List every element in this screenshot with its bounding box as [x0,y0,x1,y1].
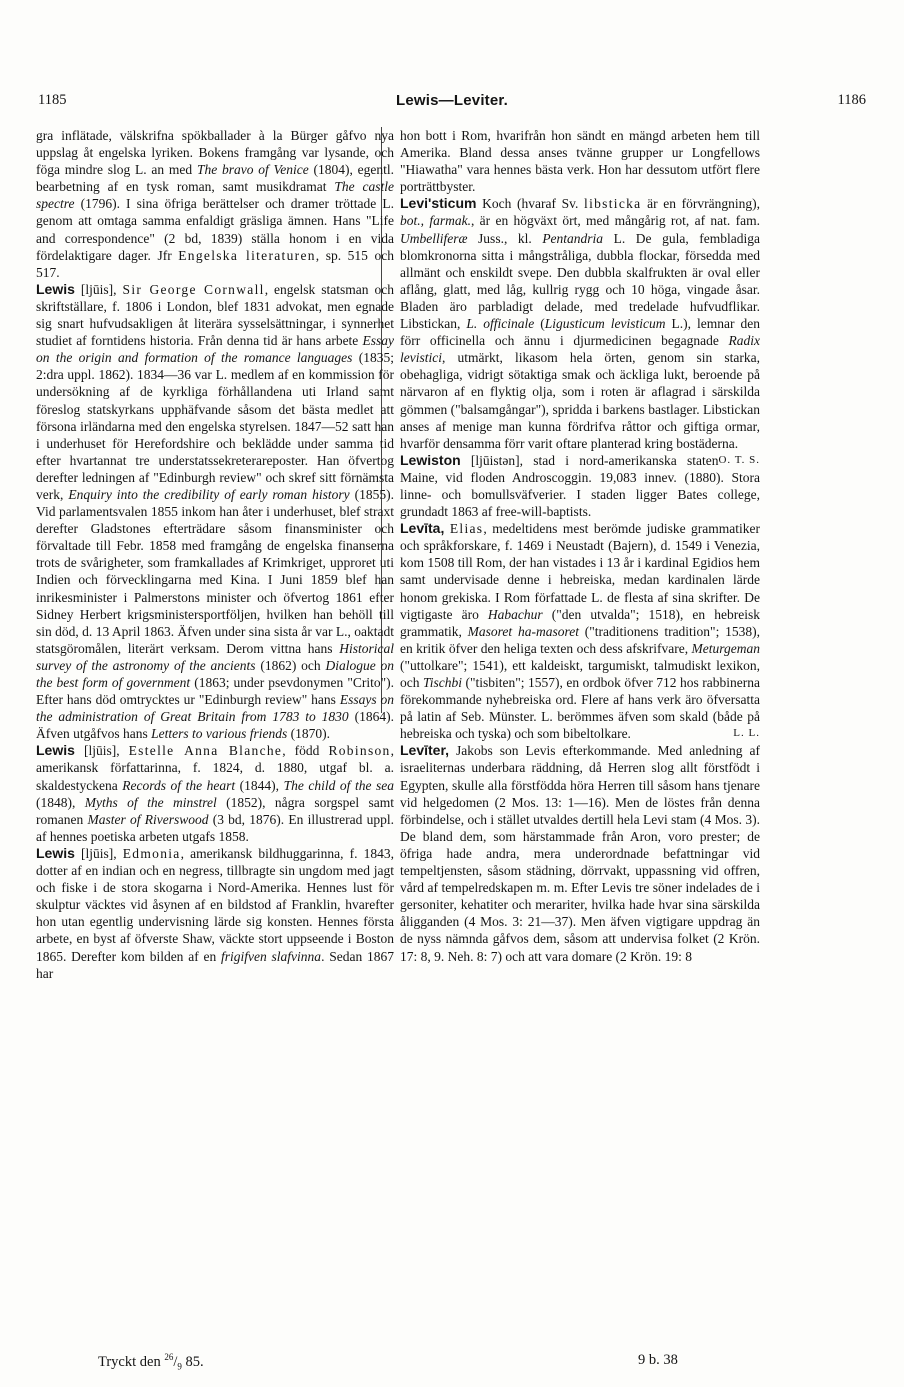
left-column [36,127,394,982]
entry-lewis-estelle: Lewis [ljūis], Estelle Anna Blanche, född Robinson, amerikansk författarinna, f. 1824, d. 1880, utgaf bl. a. skaldestyckena Records of the heart (1844), The child of the sea (1848), Myths of the minstrel (1852), några sorgspel samt romanen Master of Riverswood (3 bd, 1876). En illustrerad uppl. af hennes poetiska arbeten utgafs 1858. [36,742,395,844]
entry-lewiston: Lewiston [ljūistən], stad i nord-amerikanska staten Maine, vid floden Androscoggin. 19,083 innev. (1880). Stora linne- och bomullsväfverier. I staden ligger Bates college, grundadt 1863 af free-will-baptists. [400,451,760,520]
page-number-right: 1186 [837,92,866,108]
right-column [400,127,760,965]
sheet-signature: 9 b. 38 [638,1352,678,1368]
entry-lewis-matthew-continued: gra inflätade, välskrifna spökballader à la Bürger gåfvo nya uppslag åt engelska lyriken. Bokens framgång var lysande, och föga mindre slog L. an med The bravo of Venice (1804), egentl. bearbetning af en tysk roman, samt musikdramat The castle spectre (1796). I sina öfriga berättelser och dramer tröttade L. genom att omtaga samma enfaldigt gräsliga ämnen. Hans "Life and correspondence" (2 bd, 1839) ställa honom i en vida fördelaktigare dager. Jfr Engelska literaturen, sp. 515 och 517. [36,128,394,280]
entry-lewis-edmonia-continued: hon bott i Rom, hvarifrån hon sändt en mängd arbeten hem till Amerika. Bland dessa anses tvänne grupper ur Longfellows "Hiawatha" vara hennes bästa verk. Hon har dessutom utfört flere porträttbyster. [400,128,760,195]
author-signature: L. L. [733,727,760,740]
entry-lewis-edmonia: Lewis [ljūis], Edmonia, amerikansk bildhuggarinna, f. 1843, dotter af en indian och en negress, tillbragte sin ungdom med jagt och fiske i de stora skogarna i Nord-Amerika. Hennes lust för skulptur väcktes vid åsynen af en bildstod af Franklin, hvarefter hon utan egentlig undervisning lärde sig konsten. Hennes första arbete, en byst af öfverste Shaw, väckte stort uppseende i Boston 1865. Derefter kom bilden af en frigifven slafvinna. Sedan 1867 har [36,844,394,981]
page-header [38,92,866,116]
running-title: Lewis—Leviter. [395,92,508,109]
headword: Levīter, [400,742,450,759]
headword: Levīta, [400,520,445,537]
headword: Lewis [36,742,75,759]
entry-levisticum: Levi'sticum Koch (hvaraf Sv. libsticka är en förvrängning), bot., farmak., är en högväxt ört, med mångårig rot, af nat. fam. Umbelliferæ Juss., kl. Pentandria L. De gula, fembladiga blomkronorna sitta i mångstråliga, dubbla flockar, försedda med allmänt och enskildt svepe. Den dubbla skalfrukten är oval eller aflång, glatt, med låg, kullrig rygg och 10 höga, vingade åsar. Bladen äro parbladigt delade, med tredelade hufvudflikar. Libstickan, L. officinale (Ligusticum levisticum L.), lemnar den förr officinella och ännu i djurmedicinen begagnade Radix levistici, utmärkt, likasom hela örten, genom sin starka, obehagliga, vidrigt sötaktiga smak och äckliga lukt, beroende på närvaron af en flyktig olja, som i roten är aflagrad i särskilda gömmen ("balsamgångar"), spridda i barkens bastlager. Libstickan anses af menige man kunna fördrifva råttor och giftiga ormar, hvarför densamma förr varit oftare planterad kring bostäderna. O. T. S. [400,195,760,451]
entry-lewis-george-cornwall: Lewis [ljūis], Sir George Cornwall, engelsk statsman och skriftställare, f. 1806 i London, blef 1831 advokat, men egnade sig snart hufvudsakligen åt literära sysselsättningar, i synnerhet studiet af forntidens historia. Från denna tid är hans arbete Essay on the origin and formation of the romance languages (1835; 2:dra uppl. 1862). 1834—36 var L. medlem af en kommission för undersökning af de kyrkliga förhållandena uti Irland samt föreslog statskyrkans upphäfvande såsom det bästa medlet att försona irländarna med den engelska styrelsen. 1847—52 satt han i underhuset för Herefordshire och beklädde under samma tid efter hvartannat tre understatssekreterareposter. Han öfvertog derefter ledningen af "Edinburgh review" och skref sitt förnämsta verk, Enquiry into the credibility of early roman history (1855). Vid parlamentsvalen 1855 inkom han åter i underhuset, blef straxt derefter Gladstones efterträdare såsom finansminister och förvaltade till Febr. 1858 med framgång de engelska finanserna trots de svårigheter, som framkallades af Krimkriget, upproret uti Indien och förvecklingarna med Kina. I Juni 1859 blef han inrikesminister i Palmerstons minister och öfvertog 1861 efter Sidney Herbert krigsministersportföljen, hvilken han behöll till sin död, d. 13 April 1863. Äfven under sina sista år var L., oaktadt statsgöromålen, literärt verksam. Derom vittna hans Historical survey of the astronomy of the ancients (1862) och Dialogue on the best form of government (1863; under psevdonymen "Crito"). Efter hans död omtrycktes ur "Edinburgh review" hans Essays on the administration of Great Britain from 1783 to 1830 (1864). Äfven utgåfvos hans Letters to various friends (1870). [36,280,395,742]
page-number-left: 1185 [38,92,67,108]
author-signature: O. T. S. [718,453,760,466]
headword: Lewis [36,280,75,297]
entry-levita-elias: Levīta, Elias, medeltidens mest berömde judiske grammatiker och språkforskare, f. 1469 i Neustadt (Bajern), d. 1549 i Venezia, kom 1508 till Rom, der han vistades i 13 år i kardinal Egidios hem samt undervisade denne i hebreiska, medan kardinalen lärde honom grekiska. I Rom författade L. de flesta af sina skrifter. De vigtigaste äro Habachur ("den utvalda"; 1518), en hebreisk grammatik, Masoret ha-masoret ("traditionens tradition"; 1538), en kritik öfver den heliga texten och dess afskrifvare, Meturgeman ("uttolkare"; 1541), ett kaldeiskt, targumiskt, talmudiskt lexikon, och Tischbi ("tisbiten"; 1557), en ordbok öfver 712 hos rabbinerna förekommande nyhebreiska ord. Flere af hans verk äro öfversatta på latin af Seb. Münster. L. berömmes äfven som skald (både på hebreiska och tyska) och som bibeltolkare. L. L. [400,520,761,742]
entry-leviter: Levīter, Jakobs son Levis efterkommande. Med anledning af israeliternas underbara räddning, då Herren slog allt förstfödt i Egypten, skulle alla förstfödda höra Herren till såsom hans tjenare vid helgedomen (2 Mos. 13: 1—16). Men de löstes från denna förbindelse, och i stället utvaldes dertill hela Levi stam (4 Mos. 3). De bland dem, som härstammade från Aron, voro prester; de öfriga hade andra, mera underordnade befattningar vid tempeltjensten, såsom städning, dörrvakt, uppassning vid offren, vård af tempelredskapen m. m. Efter Levis tre söner indelades de i gersoniter, kehatiter och merariter, hvilka hade hvar sina särskilda åligganden (4 Mos. 3: 21—37). Men äfven vigtigare uppdrag än de nyss nämnda gåfvos dem, såsom att undervisa folket (2 Krön. 17: 8, 9. Neh. 8: 7) och att vara domare (2 Krön. 19: 8 [400,742,760,964]
headword: Levi'sticum [400,195,477,212]
headword: Lewiston [400,451,461,468]
headword: Lewis [36,844,75,861]
print-date: Tryckt den $^{26}/_9$ 85. [98,1352,204,1372]
